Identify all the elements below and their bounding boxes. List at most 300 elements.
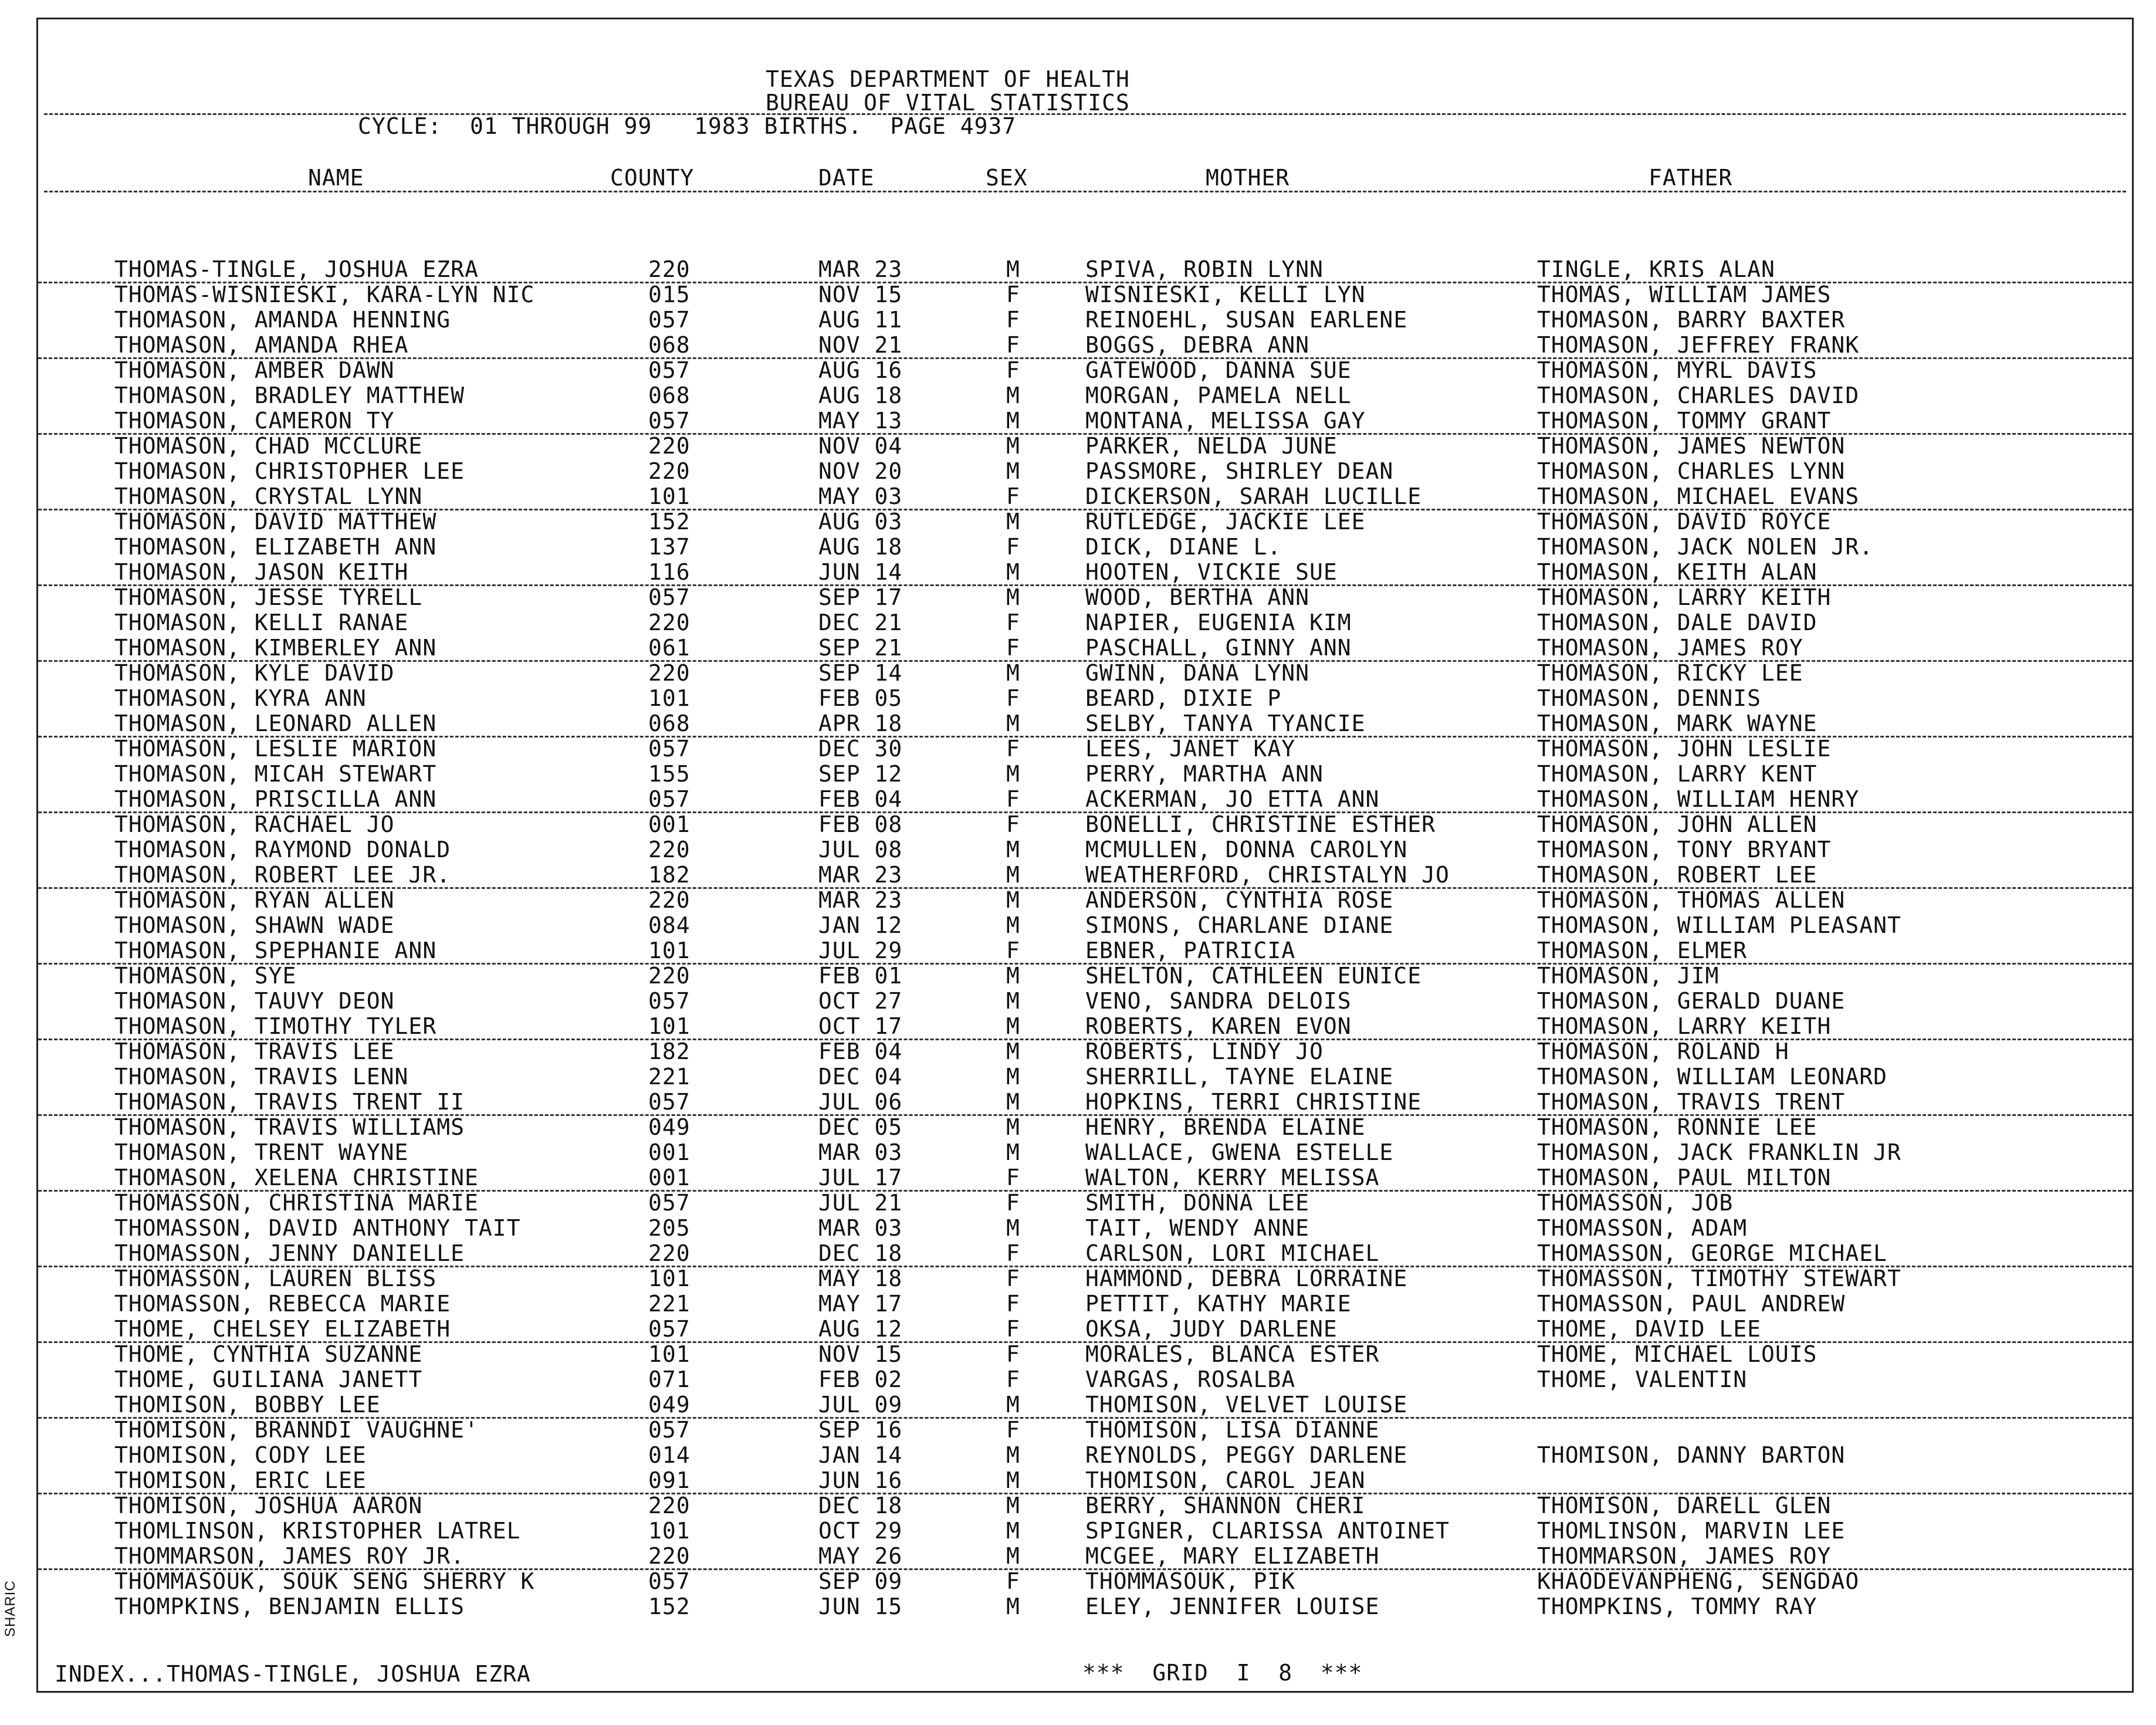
table-row (38, 509, 2132, 534)
cell-father: THOMASON, DAVID ROYCE (1537, 509, 1832, 535)
cell-father: TINGLE, KRIS ALAN (1537, 256, 1775, 282)
table-row (38, 408, 2132, 435)
cell-name: THOMISON, BOBBY LEE (114, 1392, 381, 1418)
cell-mother: HAMMOND, DEBRA LORRAINE (1085, 1266, 1408, 1291)
cell-sex: F (1006, 811, 1020, 837)
cell-mother: WALTON, KERRY MELISSA (1085, 1165, 1380, 1190)
cell-date: AUG 16 (818, 357, 903, 383)
column-header-date: DATE (818, 165, 875, 191)
bureau-title: BUREAU OF VITAL STATISTICS (766, 90, 1130, 116)
cell-date: MAR 23 (818, 256, 903, 282)
cell-father: THOMLINSON, MARVIN LEE (1537, 1518, 1846, 1544)
cell-father: THOMASON, ROLAND H (1537, 1039, 1789, 1064)
cell-county: 220 (648, 458, 691, 484)
table-row (38, 1418, 2132, 1442)
cell-mother: PERRY, MARTHA ANN (1085, 761, 1324, 787)
cell-father: THOMASON, JOHN LESLIE (1537, 736, 1832, 762)
cell-sex: F (1006, 1341, 1020, 1367)
cell-sex: F (1006, 332, 1020, 358)
cell-date: FEB 02 (818, 1367, 903, 1392)
cell-county: 155 (648, 761, 691, 787)
cell-father: THOMASON, PAUL MILTON (1537, 1165, 1832, 1190)
cell-name: THOMASON, TRAVIS LEE (114, 1039, 395, 1064)
cell-father: THOMASON, TOMMY GRANT (1537, 408, 1832, 434)
cell-county: 101 (648, 1266, 691, 1291)
cell-date: AUG 12 (818, 1316, 903, 1342)
cell-name: THOME, GUILIANA JANETT (114, 1367, 423, 1392)
cell-name: THOMASSON, JENNY DANIELLE (114, 1240, 465, 1266)
cell-county: 152 (648, 509, 691, 535)
cell-name: THOMASON, SYE (114, 963, 297, 989)
cell-county: 220 (648, 1493, 691, 1518)
cell-date: SEP 17 (818, 584, 903, 610)
cell-name: THOMASSON, LAUREN BLISS (114, 1266, 437, 1291)
cell-name: THOME, CYNTHIA SUZANNE (114, 1341, 423, 1367)
table-row (38, 661, 2132, 685)
cell-father: THOMASON, ROBERT LEE (1537, 862, 1817, 888)
cell-mother: SIMONS, CHARLANE DIANE (1085, 912, 1394, 938)
cell-date: SEP 21 (818, 635, 903, 661)
cell-sex: M (1006, 963, 1020, 989)
cell-sex: M (1006, 761, 1020, 787)
cell-county: 221 (648, 1064, 691, 1090)
cell-date: SEP 09 (818, 1568, 903, 1594)
cell-name: THOMASON, KYRA ANN (114, 685, 367, 711)
cell-mother: PARKER, NELDA JUNE (1085, 433, 1338, 459)
cell-name: THOMASON, CAMERON TY (114, 408, 395, 434)
cell-date: OCT 29 (818, 1518, 903, 1544)
cell-date: NOV 21 (818, 332, 903, 358)
table-row (38, 1190, 2132, 1215)
cell-date: MAY 18 (818, 1266, 903, 1291)
cell-date: JAN 12 (818, 912, 903, 938)
table-row (38, 1039, 2132, 1064)
cell-county: 116 (648, 559, 691, 585)
cell-county: 220 (648, 256, 691, 282)
cell-father: THOME, MICHAEL LOUIS (1537, 1341, 1817, 1367)
cell-sex: F (1006, 1316, 1020, 1342)
table-row (38, 1569, 2132, 1594)
cell-name: THOMASON, TRAVIS TRENT II (114, 1089, 465, 1115)
cell-county: 101 (648, 685, 691, 711)
cell-sex: M (1006, 660, 1020, 686)
cell-father: THOMASON, RICKY LEE (1537, 660, 1803, 686)
cell-date: NOV 15 (818, 1341, 903, 1367)
column-header-county: COUNTY (610, 165, 695, 191)
table-row (38, 1090, 2132, 1116)
column-header-sex: SEX (986, 165, 1028, 191)
cell-father: THOMASSON, JOB (1537, 1190, 1734, 1216)
cell-county: 205 (648, 1215, 691, 1241)
cell-father: THOMASON, WILLIAM LEONARD (1537, 1064, 1887, 1090)
cell-name: THOMASON, RAYMOND DONALD (114, 837, 451, 863)
cell-sex: F (1006, 1568, 1020, 1594)
cell-mother: BONELLI, CHRISTINE ESTHER (1085, 811, 1436, 837)
cell-name: THOMASON, ELIZABETH ANN (114, 534, 437, 560)
table-row (38, 837, 2132, 862)
cell-mother: ROBERTS, LINDY JO (1085, 1039, 1324, 1064)
cell-name: THOMASON, CRYSTAL LYNN (114, 483, 423, 509)
column-header-name: NAME (308, 165, 364, 191)
cell-county: 061 (648, 635, 691, 661)
cell-name: THOME, CHELSEY ELIZABETH (114, 1316, 451, 1342)
cell-county: 049 (648, 1114, 691, 1140)
cell-father: THOMASSON, ADAM (1537, 1215, 1748, 1241)
cell-county: 001 (648, 811, 691, 837)
cell-mother: VENO, SANDRA DELOIS (1085, 988, 1352, 1014)
cell-sex: M (1006, 887, 1020, 913)
cell-county: 182 (648, 862, 691, 888)
cell-sex: M (1006, 383, 1020, 408)
cell-name: THOMASON, TRAVIS LENN (114, 1064, 409, 1090)
cell-mother: WALLACE, GWENA ESTELLE (1085, 1139, 1394, 1165)
cell-father: THOMASON, TRAVIS TRENT (1537, 1089, 1846, 1115)
cell-name: THOMASON, TAUVY DEON (114, 988, 395, 1014)
cell-mother: WEATHERFORD, CHRISTALYN JO (1085, 862, 1450, 888)
cell-father: THOMASON, KEITH ALAN (1537, 559, 1817, 585)
cell-county: 101 (648, 1013, 691, 1039)
cell-father: THOMASON, MARK WAYNE (1537, 711, 1817, 736)
cell-mother: HOOTEN, VICKIE SUE (1085, 559, 1338, 585)
cell-name: THOMASON, TRENT WAYNE (114, 1139, 409, 1165)
cell-name: THOMASON, KIMBERLEY ANN (114, 635, 437, 661)
cell-county: 014 (648, 1442, 691, 1468)
cell-sex: F (1006, 1165, 1020, 1190)
cell-county: 220 (648, 963, 691, 989)
table-row (38, 1241, 2132, 1267)
cell-county: 220 (648, 433, 691, 459)
cell-county: 221 (648, 1291, 691, 1317)
cell-sex: M (1006, 584, 1020, 610)
cell-mother: THOMISON, CAROL JEAN (1085, 1467, 1366, 1493)
table-row (38, 1443, 2132, 1467)
cell-father: THOMASON, LARRY KEITH (1537, 1013, 1832, 1039)
cell-name: THOMASON, AMANDA HENNING (114, 307, 451, 333)
cell-date: MAY 03 (818, 483, 903, 509)
cell-mother: ACKERMAN, JO ETTA ANN (1085, 786, 1380, 812)
table-row (38, 635, 2132, 662)
cell-name: THOMASSON, REBECCA MARIE (114, 1291, 451, 1317)
cell-sex: F (1006, 610, 1020, 635)
cell-mother: SHELTON, CATHLEEN EUNICE (1085, 963, 1422, 989)
table-row (38, 1317, 2132, 1343)
cell-father: THOMASON, JAMES ROY (1537, 635, 1803, 661)
cell-sex: M (1006, 1392, 1020, 1418)
cell-county: 152 (648, 1594, 691, 1619)
table-row (38, 585, 2132, 610)
cell-date: JUL 21 (818, 1190, 903, 1216)
cell-mother: VARGAS, ROSALBA (1085, 1367, 1296, 1392)
cell-date: FEB 05 (818, 685, 903, 711)
cell-date: JUL 29 (818, 938, 903, 963)
cell-sex: M (1006, 559, 1020, 585)
table-row (38, 1342, 2132, 1367)
cell-name: THOMASON, TRAVIS WILLIAMS (114, 1114, 465, 1140)
cell-mother: EBNER, PATRICIA (1085, 938, 1296, 963)
cell-mother: WOOD, BERTHA ANN (1085, 584, 1310, 610)
cell-sex: M (1006, 256, 1020, 282)
cell-mother: BOGGS, DEBRA ANN (1085, 332, 1310, 358)
cell-sex: M (1006, 433, 1020, 459)
cell-date: DEC 05 (818, 1114, 903, 1140)
cell-name: THOMASON, SHAWN WADE (114, 912, 395, 938)
cell-date: JAN 14 (818, 1442, 903, 1468)
cell-county: 137 (648, 534, 691, 560)
cell-name: THOMASON, LEONARD ALLEN (114, 711, 437, 736)
table-row (38, 383, 2132, 408)
cell-date: MAR 23 (818, 887, 903, 913)
cell-date: FEB 08 (818, 811, 903, 837)
cell-sex: F (1006, 282, 1020, 307)
cell-name: THOMLINSON, KRISTOPHER LATREL (114, 1518, 521, 1544)
cell-county: 220 (648, 1543, 691, 1569)
cell-mother: HOPKINS, TERRI CHRISTINE (1085, 1089, 1422, 1115)
cell-name: THOMASON, JASON KEITH (114, 559, 409, 585)
table-row (38, 560, 2132, 586)
cell-father: THOMASON, DENNIS (1537, 685, 1762, 711)
cell-father: THOMASON, ELMER (1537, 938, 1748, 963)
cell-father: THOMASON, RONNIE LEE (1537, 1114, 1817, 1140)
cell-sex: M (1006, 1064, 1020, 1090)
cell-father: THOMASON, JOHN ALLEN (1537, 811, 1817, 837)
table-row (38, 1140, 2132, 1165)
cell-date: JUN 16 (818, 1467, 903, 1493)
cell-name: THOMASON, MICAH STEWART (114, 761, 437, 787)
cell-father: THOMASON, MYRL DAVIS (1537, 357, 1817, 383)
cell-father: THOMAS, WILLIAM JAMES (1537, 282, 1832, 307)
cell-mother: BERRY, SHANNON CHERI (1085, 1493, 1366, 1518)
cell-sex: M (1006, 711, 1020, 736)
cell-name: THOMAS-TINGLE, JOSHUA EZRA (114, 256, 479, 282)
cell-name: THOMASON, RYAN ALLEN (114, 887, 395, 913)
table-row (38, 913, 2132, 938)
column-header-mother: MOTHER (1206, 165, 1290, 191)
cell-sex: F (1006, 1190, 1020, 1216)
cell-county: 057 (648, 1417, 691, 1443)
cell-mother: NAPIER, EUGENIA KIM (1085, 610, 1352, 635)
cell-mother: SHERRILL, TAYNE ELAINE (1085, 1064, 1394, 1090)
cell-sex: F (1006, 1291, 1020, 1317)
cell-sex: M (1006, 1467, 1020, 1493)
table-row (38, 333, 2132, 359)
cell-county: 057 (648, 408, 691, 434)
cell-mother: HENRY, BRENDA ELAINE (1085, 1114, 1366, 1140)
table-row (38, 610, 2132, 635)
table-row (38, 282, 2132, 307)
cell-father: THOMASON, JACK NOLEN JR. (1537, 534, 1874, 560)
table-row (38, 736, 2132, 761)
cell-date: JUL 06 (818, 1089, 903, 1115)
cell-county: 057 (648, 1190, 691, 1216)
cell-sex: M (1006, 458, 1020, 484)
cell-father: THOMASON, THOMAS ALLEN (1537, 887, 1846, 913)
cell-mother: WISNIESKI, KELLI LYN (1085, 282, 1366, 307)
cell-sex: M (1006, 837, 1020, 863)
records-table (38, 19, 2132, 1691)
column-header-father: FATHER (1649, 165, 1733, 191)
table-row (38, 484, 2132, 510)
cell-county: 101 (648, 938, 691, 963)
grid-footer: *** GRID I 8 *** (1082, 1660, 1363, 1686)
cell-county: 220 (648, 837, 691, 863)
cell-county: 015 (648, 282, 691, 307)
cell-date: SEP 12 (818, 761, 903, 787)
cell-name: THOMASON, CHRISTOPHER LEE (114, 458, 465, 484)
cell-father: THOMASON, JACK FRANKLIN JR (1537, 1139, 1901, 1165)
cell-name: THOMASON, JESSE TYRELL (114, 584, 423, 610)
cell-name: THOMASON, KELLI RANAE (114, 610, 409, 635)
cell-date: SEP 16 (818, 1417, 903, 1443)
cell-father: THOMPKINS, TOMMY RAY (1537, 1594, 1817, 1619)
cell-sex: M (1006, 862, 1020, 888)
cell-county: 068 (648, 332, 691, 358)
cell-father: THOMASON, WILLIAM PLEASANT (1537, 912, 1901, 938)
cell-date: MAY 17 (818, 1291, 903, 1317)
cell-mother: MCMULLEN, DONNA CAROLYN (1085, 837, 1408, 863)
table-row (38, 1291, 2132, 1316)
cell-date: DEC 18 (818, 1493, 903, 1518)
cell-father: THOMASON, CHARLES DAVID (1537, 383, 1860, 408)
cell-county: 001 (648, 1165, 691, 1190)
table-row (38, 938, 2132, 965)
cell-date: SEP 14 (818, 660, 903, 686)
cell-sex: M (1006, 1114, 1020, 1140)
cell-sex: M (1006, 1139, 1020, 1165)
cell-county: 101 (648, 483, 691, 509)
cell-date: AUG 18 (818, 534, 903, 560)
cell-sex: F (1006, 786, 1020, 812)
cell-county: 220 (648, 610, 691, 635)
table-row (38, 1518, 2132, 1543)
cell-mother: PASSMORE, SHIRLEY DEAN (1085, 458, 1394, 484)
cell-father: THOMASON, DALE DAVID (1537, 610, 1817, 635)
cell-name: THOMASSON, DAVID ANTHONY TAIT (114, 1215, 521, 1241)
cell-date: JUN 14 (818, 559, 903, 585)
cell-name: THOMASON, RACHAEL JO (114, 811, 395, 837)
cell-father: THOMASON, TONY BRYANT (1537, 837, 1832, 863)
table-row (38, 1014, 2132, 1040)
cell-sex: F (1006, 483, 1020, 509)
table-row (38, 1493, 2132, 1518)
table-row (38, 1392, 2132, 1419)
cell-mother: SELBY, TANYA TYANCIE (1085, 711, 1366, 736)
cell-father: THOMASSON, TIMOTHY STEWART (1537, 1266, 1901, 1291)
cell-county: 057 (648, 357, 691, 383)
cell-date: NOV 15 (818, 282, 903, 307)
cell-mother: MORALES, BLANCA ESTER (1085, 1341, 1380, 1367)
cell-sex: M (1006, 509, 1020, 535)
cell-date: AUG 18 (818, 383, 903, 408)
cell-mother: DICK, DIANE L. (1085, 534, 1282, 560)
cell-name: THOMISON, ERIC LEE (114, 1467, 367, 1493)
cell-county: 220 (648, 660, 691, 686)
cell-mother: SMITH, DONNA LEE (1085, 1190, 1310, 1216)
cell-name: THOMASON, ROBERT LEE JR. (114, 862, 451, 888)
microfilm-page (36, 18, 2134, 1693)
cell-county: 057 (648, 988, 691, 1014)
cell-county: 220 (648, 1240, 691, 1266)
cell-father: THOMASON, CHARLES LYNN (1537, 458, 1846, 484)
cell-father: THOMMARSON, JAMES ROY (1537, 1543, 1832, 1569)
cell-name: THOMASON, TIMOTHY TYLER (114, 1013, 437, 1039)
cell-father: THOMASON, GERALD DUANE (1537, 988, 1846, 1014)
cell-sex: M (1006, 912, 1020, 938)
table-row (38, 762, 2132, 786)
cell-sex: F (1006, 938, 1020, 963)
agency-title: TEXAS DEPARTMENT OF HEALTH (766, 66, 1130, 92)
cell-date: FEB 04 (818, 1039, 903, 1064)
cell-father: THOMASON, MICHAEL EVANS (1537, 483, 1860, 509)
table-row (38, 1594, 2132, 1619)
cell-sex: F (1006, 307, 1020, 333)
cell-sex: F (1006, 357, 1020, 383)
cell-date: MAR 23 (818, 862, 903, 888)
cell-sex: M (1006, 1543, 1020, 1569)
cell-county: 057 (648, 736, 691, 762)
cell-mother: ROBERTS, KAREN EVON (1085, 1013, 1352, 1039)
cell-father: THOMASON, WILLIAM HENRY (1537, 786, 1860, 812)
table-row (38, 1468, 2132, 1494)
cell-name: THOMASON, XELENA CHRISTINE (114, 1165, 479, 1190)
cell-sex: F (1006, 635, 1020, 661)
cell-name: THOMASON, AMANDA RHEA (114, 332, 409, 358)
cell-date: OCT 27 (818, 988, 903, 1014)
table-row (38, 711, 2132, 738)
cell-county: 057 (648, 584, 691, 610)
cell-county: 068 (648, 383, 691, 408)
cell-father: THOMISON, DARELL GLEN (1537, 1493, 1832, 1518)
table-row (38, 1266, 2132, 1291)
table-row (38, 686, 2132, 711)
cell-mother: MONTANA, MELISSA GAY (1085, 408, 1366, 434)
table-row (38, 257, 2132, 283)
cell-date: JUN 15 (818, 1594, 903, 1619)
cell-father: KHAODEVANPHENG, SENGDAO (1537, 1568, 1860, 1594)
cell-mother: GATEWOOD, DANNA SUE (1085, 357, 1352, 383)
cell-date: JUL 09 (818, 1392, 903, 1418)
cell-mother: SPIGNER, CLARISSA ANTOINET (1085, 1518, 1450, 1544)
cell-name: THOMMASOUK, SOUK SENG SHERRY K (114, 1568, 535, 1594)
cell-mother: ELEY, JENNIFER LOUISE (1085, 1594, 1380, 1619)
cell-mother: MORGAN, PAMELA NELL (1085, 383, 1352, 408)
cell-county: 091 (648, 1467, 691, 1493)
cell-mother: THOMMASOUK, PIK (1085, 1568, 1296, 1594)
cell-name: THOMASON, SPEPHANIE ANN (114, 938, 437, 963)
cell-date: FEB 01 (818, 963, 903, 989)
cell-mother: REINOEHL, SUSAN EARLENE (1085, 307, 1408, 333)
table-row (38, 358, 2132, 383)
cell-name: THOMASON, PRISCILLA ANN (114, 786, 437, 812)
cell-mother: THOMISON, VELVET LOUISE (1085, 1392, 1408, 1418)
cell-name: THOMASON, AMBER DAWN (114, 357, 395, 383)
cell-name: THOMASON, LESLIE MARION (114, 736, 437, 762)
table-row (38, 1216, 2132, 1240)
table-row (38, 307, 2132, 332)
cell-county: 057 (648, 786, 691, 812)
cell-sex: M (1006, 1442, 1020, 1468)
cell-county: 182 (648, 1039, 691, 1064)
cell-mother: RUTLEDGE, JACKIE LEE (1085, 509, 1366, 535)
cell-sex: M (1006, 988, 1020, 1014)
cell-mother: ANDERSON, CYNTHIA ROSE (1085, 887, 1394, 913)
cell-date: JUL 17 (818, 1165, 903, 1190)
table-row (38, 863, 2132, 889)
cell-father: THOMASSON, GEORGE MICHAEL (1537, 1240, 1887, 1266)
cell-sex: F (1006, 736, 1020, 762)
cell-county: 057 (648, 1089, 691, 1115)
cycle-line: CYCLE: 01 THROUGH 99 1983 BIRTHS. PAGE 4937 (358, 113, 1017, 139)
cell-mother: PETTIT, KATHY MARIE (1085, 1291, 1352, 1317)
